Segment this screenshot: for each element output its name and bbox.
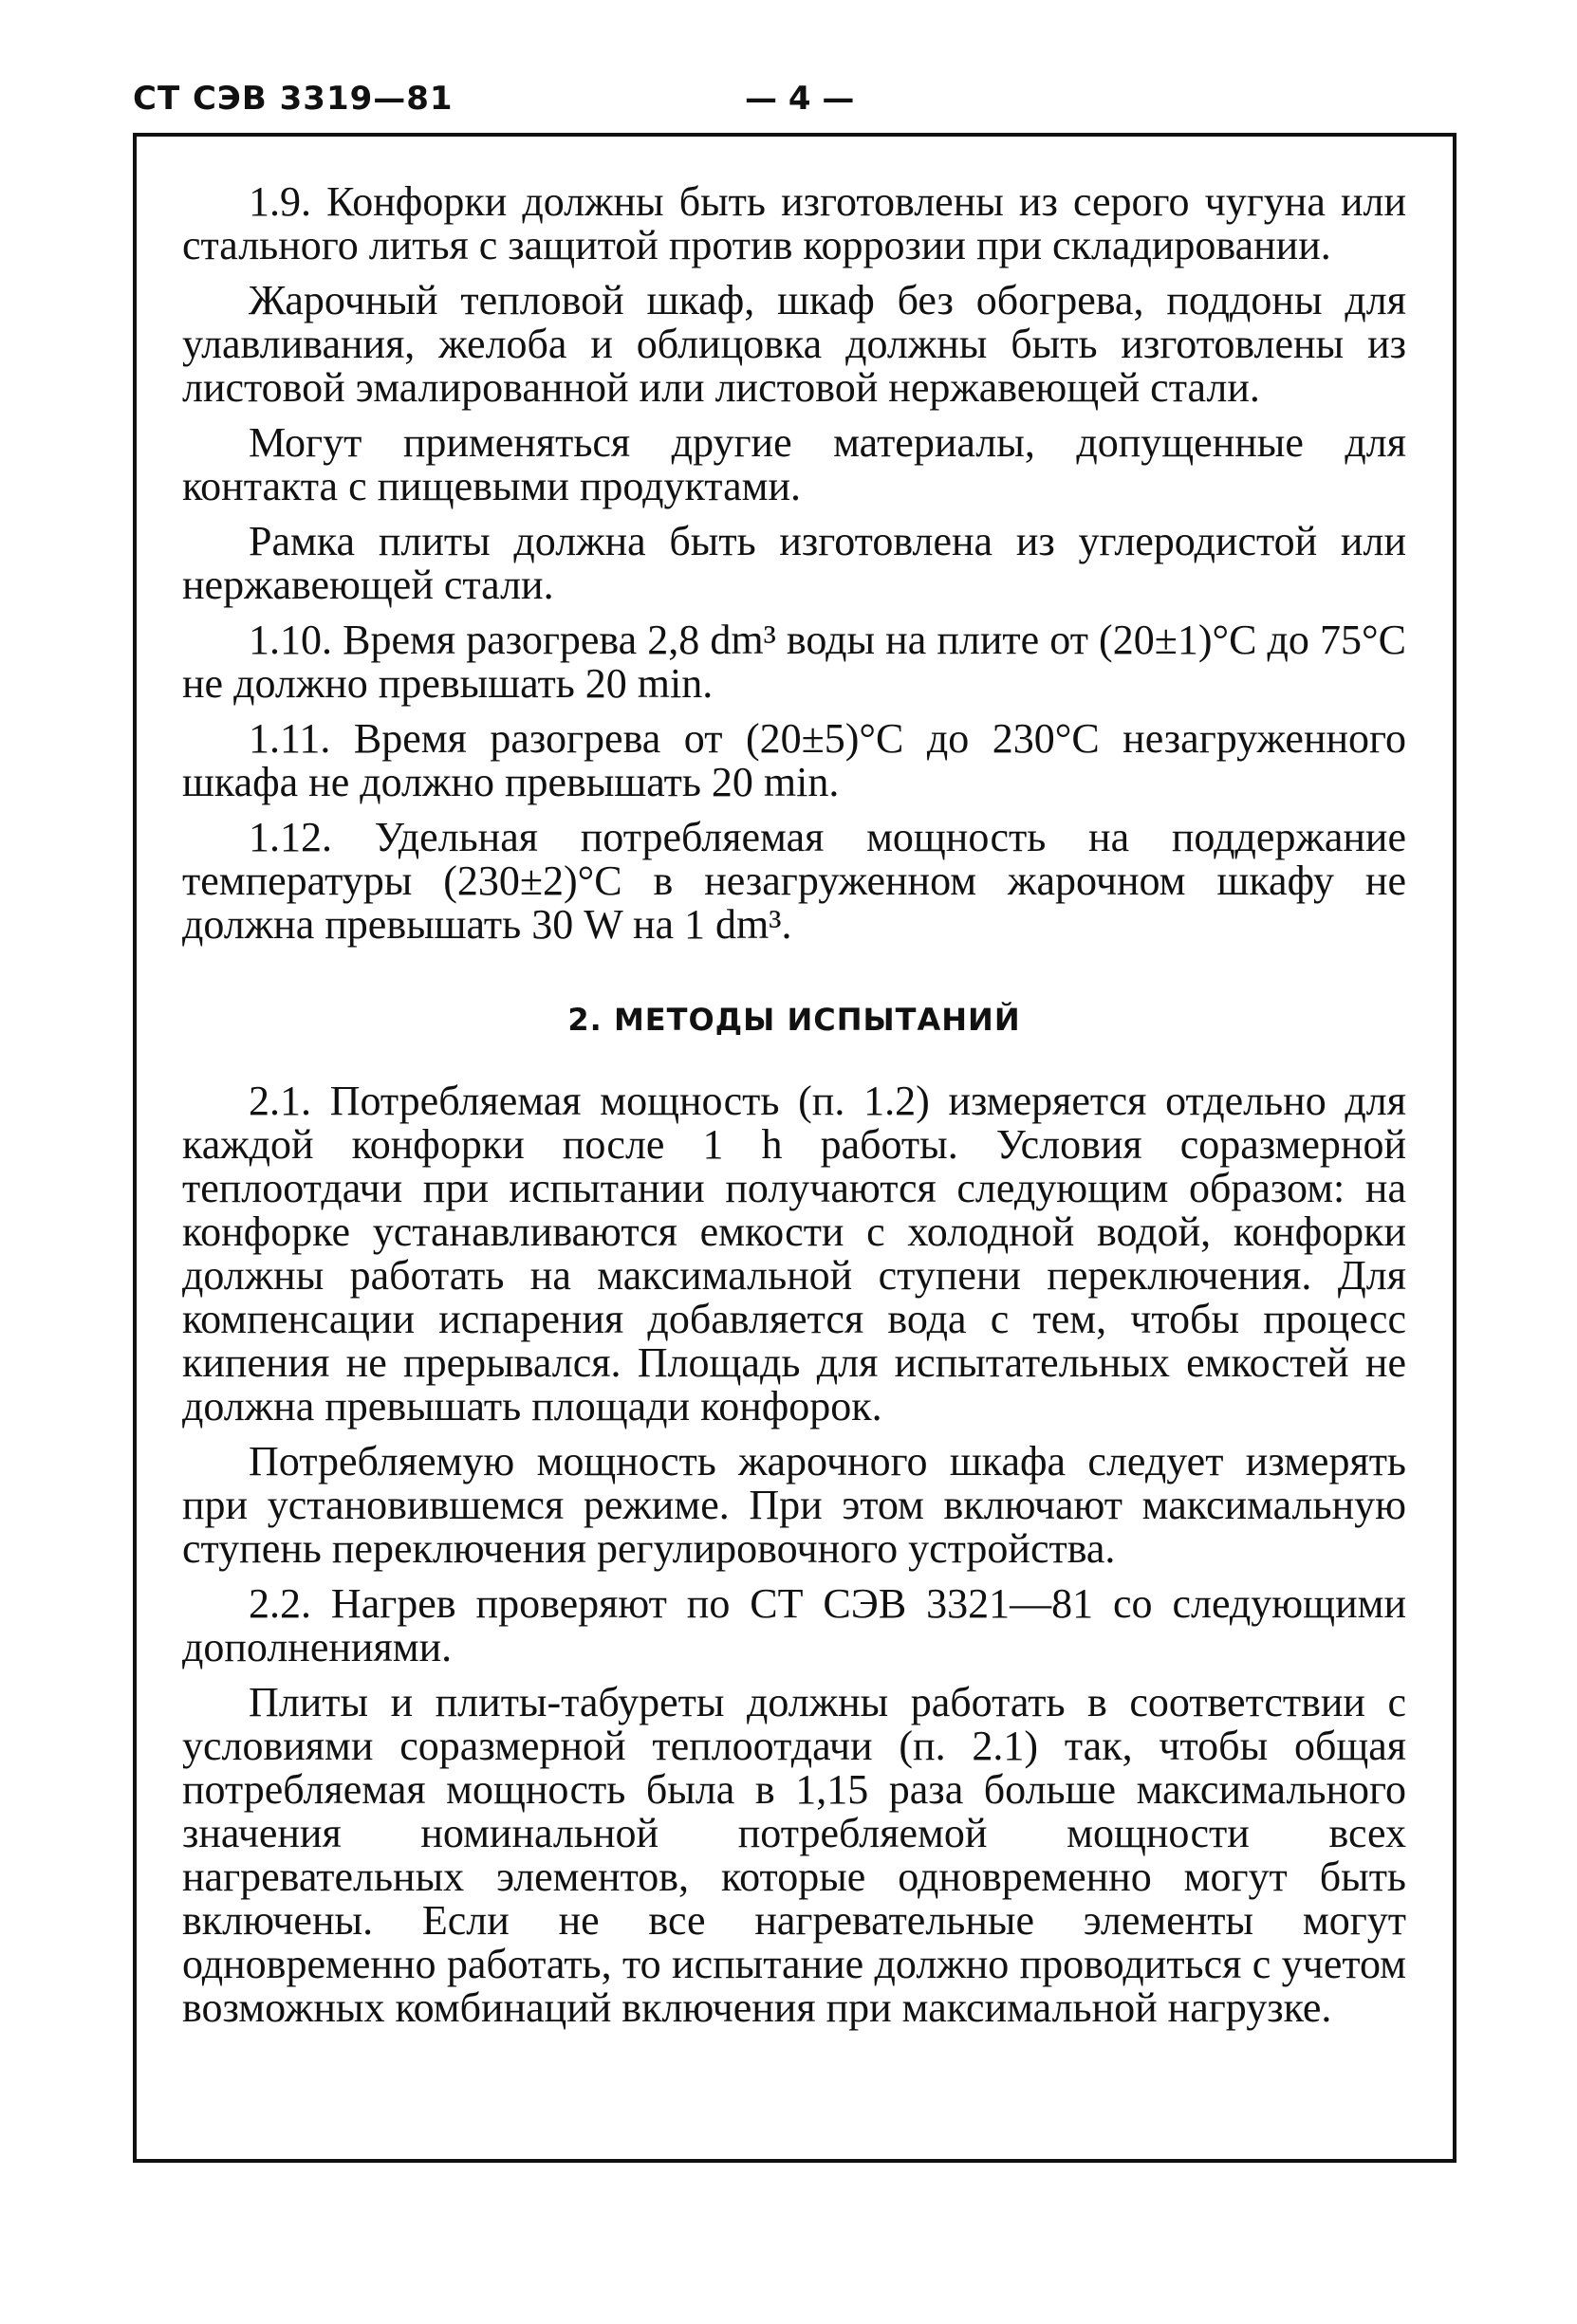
paragraph-2-1: 2.1. Потребляемая мощность (п. 1.2) измеряется отдельно для каждой конфорки после 1 h работы. Условия соразмерной теплоотдачи при испытании получаются следующим образом: на конфорке устанавливаются емкости с холодной водой, конфорки должны работать на максимальной ступени переключения. Для компенсации испарения добавляется вода с тем, чтобы процесс кипения не прерывался. Площадь для испытательных емкостей не должна превышать площади конфорок. [182,1078,1406,1429]
paragraph-1-12: 1.12. Удельная потребляемая мощность на поддержание температуры (230±2)°С в незагруженном жарочном шкафу не должна превышать 30 W на 1 dm³. [182,814,1406,948]
page-header [133,74,1461,131]
page-body [182,180,1406,2041]
paragraph-oven-power: Потребляемую мощность жарочного шкафа следует измерять при установившемся режиме. При этом включают максимальную ступень переключения регулировочного устройства. [182,1438,1406,1572]
section-heading: 2. МЕТОДЫ ИСПЫТАНИЙ [567,1002,1021,1038]
paragraph-heating-conditions: Плиты и плиты-табуреты должны работать в соответствии с условиями соразмерной теплоотдачи (п. 2.1) так, чтобы общая потребляемая мощность была в 1,15 раза больше максимального значения номинальной потребляемой мощности всех нагревательных элементов, которые одновременно могут быть включены. Если не все нагревательные элементы могут одновременно работать, то испытание должно проводиться с учетом возможных комбинаций включения при максимальной нагрузке. [182,1679,1406,2031]
paragraph-frame: Рамка плиты должна быть изготовлена из углеродистой или нержавеющей стали. [182,518,1406,608]
paragraph-1-11: 1.11. Время разогрева от (20±5)°С до 230°С незагруженного шкафа не должно превышать 20 min. [182,715,1406,805]
paragraph-materials: Жарочный тепловой шкаф, шкаф без обогрева, поддоны для улавливания, желоба и облицовка должны быть изготовлены из листовой эмалированной или листовой нержавеющей стали. [182,277,1406,411]
page-number: — 4 — [745,80,855,118]
paragraph-1-10: 1.10. Время разогрева 2,8 dm³ воды на плите от (20±1)°С до 75°С не должно превышать 20 min. [182,617,1406,707]
section-1-requirements [182,180,1406,947]
section-2-test-methods [182,1079,1406,2030]
paragraph-2-2: 2.2. Нагрев проверяют по СТ СЭВ 3321—81 со следующими дополнениями. [182,1580,1406,1670]
paragraph-1-9: 1.9. Конфорки должны быть изготовлены из серого чугуна или стального литья с защитой против коррозии при складировании. [182,178,1406,268]
paragraph-other-materials: Могут применяться другие материалы, допущенные для контакта с пищевыми продуктами. [182,419,1406,509]
document-code: СТ СЭВ 3319—81 [133,80,454,118]
